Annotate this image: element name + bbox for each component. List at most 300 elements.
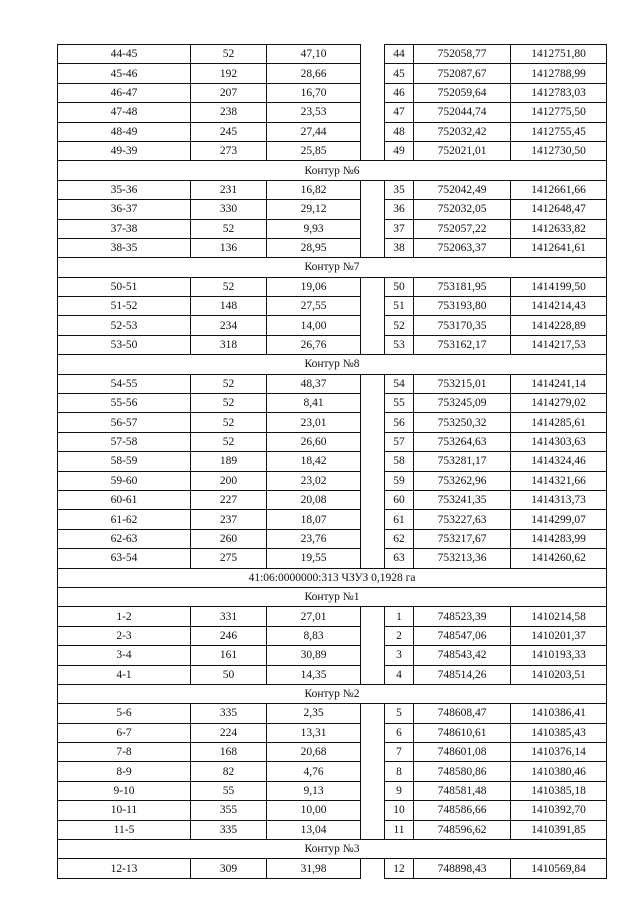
length-cell: 16,82 [267, 180, 361, 199]
segment-cell: 36-37 [58, 200, 191, 219]
x-coordinate-cell: 753162,17 [414, 335, 511, 354]
table-row [58, 626, 607, 645]
table-row [58, 801, 607, 820]
y-coordinate-cell: 1414285,61 [511, 413, 607, 432]
x-coordinate-cell: 753245,09 [414, 394, 511, 413]
angle-cell: 260 [191, 529, 267, 548]
contour-header-row [58, 840, 607, 859]
y-coordinate-cell: 1412788,99 [511, 64, 607, 83]
angle-cell: 52 [191, 219, 267, 238]
column-gap [361, 723, 385, 742]
length-cell: 23,01 [267, 413, 361, 432]
angle-cell: 231 [191, 180, 267, 199]
length-cell: 23,76 [267, 529, 361, 548]
column-gap [361, 801, 385, 820]
x-coordinate-cell: 753217,67 [414, 529, 511, 548]
table-row [58, 238, 607, 257]
angle-cell: 136 [191, 238, 267, 257]
table-body [58, 45, 607, 879]
point-number-cell: 51 [385, 297, 414, 316]
x-coordinate-cell: 752042,49 [414, 180, 511, 199]
point-number-cell: 12 [385, 859, 414, 878]
segment-cell: 53-50 [58, 335, 191, 354]
table-row [58, 200, 607, 219]
x-coordinate-cell: 753281,17 [414, 452, 511, 471]
x-coordinate-cell: 748586,66 [414, 801, 511, 820]
angle-cell: 52 [191, 413, 267, 432]
angle-cell: 52 [191, 432, 267, 451]
angle-cell: 148 [191, 297, 267, 316]
length-cell: 23,53 [267, 103, 361, 122]
x-coordinate-cell: 748523,39 [414, 607, 511, 626]
point-number-cell: 57 [385, 432, 414, 451]
angle-cell: 355 [191, 801, 267, 820]
angle-cell: 309 [191, 859, 267, 878]
column-gap [361, 665, 385, 684]
length-cell: 28,66 [267, 64, 361, 83]
column-gap [361, 490, 385, 509]
point-number-cell: 49 [385, 141, 414, 160]
y-coordinate-cell: 1410214,58 [511, 607, 607, 626]
angle-cell: 189 [191, 452, 267, 471]
column-gap [361, 529, 385, 548]
y-coordinate-cell: 1410385,18 [511, 781, 607, 800]
length-cell: 27,44 [267, 122, 361, 141]
x-coordinate-cell: 752057,22 [414, 219, 511, 238]
x-coordinate-cell: 748581,48 [414, 781, 511, 800]
column-gap [361, 180, 385, 199]
table-row [58, 743, 607, 762]
segment-cell: 35-36 [58, 180, 191, 199]
column-gap [361, 704, 385, 723]
table-row [58, 723, 607, 742]
table-row [58, 180, 607, 199]
table-row [58, 103, 607, 122]
column-gap [361, 83, 385, 102]
segment-cell: 47-48 [58, 103, 191, 122]
contour-header-row [58, 161, 607, 180]
point-number-cell: 9 [385, 781, 414, 800]
column-gap [361, 374, 385, 393]
length-cell: 27,01 [267, 607, 361, 626]
x-coordinate-cell: 748898,43 [414, 859, 511, 878]
table-row [58, 316, 607, 335]
y-coordinate-cell: 1410569,84 [511, 859, 607, 878]
x-coordinate-cell: 753181,95 [414, 277, 511, 296]
angle-cell: 237 [191, 510, 267, 529]
x-coordinate-cell: 753241,35 [414, 490, 511, 509]
segment-cell: 5-6 [58, 704, 191, 723]
column-gap [361, 335, 385, 354]
x-coordinate-cell: 753213,36 [414, 549, 511, 568]
contour-title: Контур №3 [58, 840, 607, 859]
angle-cell: 275 [191, 549, 267, 568]
table-row [58, 141, 607, 160]
y-coordinate-cell: 1410376,14 [511, 743, 607, 762]
y-coordinate-cell: 1412783,03 [511, 83, 607, 102]
point-number-cell: 55 [385, 394, 414, 413]
column-gap [361, 297, 385, 316]
segment-cell: 2-3 [58, 626, 191, 645]
length-cell: 27,55 [267, 297, 361, 316]
segment-cell: 59-60 [58, 471, 191, 490]
segment-cell: 54-55 [58, 374, 191, 393]
y-coordinate-cell: 1412751,80 [511, 45, 607, 64]
table-row [58, 45, 607, 64]
y-coordinate-cell: 1414321,66 [511, 471, 607, 490]
x-coordinate-cell: 748601,08 [414, 743, 511, 762]
segment-cell: 58-59 [58, 452, 191, 471]
segment-cell: 3-4 [58, 646, 191, 665]
point-number-cell: 36 [385, 200, 414, 219]
x-coordinate-cell: 753215,01 [414, 374, 511, 393]
angle-cell: 227 [191, 490, 267, 509]
column-gap [361, 859, 385, 878]
y-coordinate-cell: 1410380,46 [511, 762, 607, 781]
y-coordinate-cell: 1414260,62 [511, 549, 607, 568]
x-coordinate-cell: 748580,86 [414, 762, 511, 781]
point-number-cell: 44 [385, 45, 414, 64]
length-cell: 9,93 [267, 219, 361, 238]
point-number-cell: 35 [385, 180, 414, 199]
contour-title: Контур №8 [58, 355, 607, 374]
angle-cell: 331 [191, 607, 267, 626]
segment-cell: 55-56 [58, 394, 191, 413]
length-cell: 48,37 [267, 374, 361, 393]
length-cell: 28,95 [267, 238, 361, 257]
column-gap [361, 141, 385, 160]
point-number-cell: 59 [385, 471, 414, 490]
column-gap [361, 413, 385, 432]
angle-cell: 161 [191, 646, 267, 665]
y-coordinate-cell: 1410193,33 [511, 646, 607, 665]
point-number-cell: 6 [385, 723, 414, 742]
segment-cell: 61-62 [58, 510, 191, 529]
column-gap [361, 452, 385, 471]
angle-cell: 273 [191, 141, 267, 160]
length-cell: 26,60 [267, 432, 361, 451]
column-gap [361, 743, 385, 762]
y-coordinate-cell: 1414313,73 [511, 490, 607, 509]
table-row [58, 646, 607, 665]
contour-header-row [58, 587, 607, 606]
column-gap [361, 45, 385, 64]
y-coordinate-cell: 1410203,51 [511, 665, 607, 684]
x-coordinate-cell: 752032,42 [414, 122, 511, 141]
x-coordinate-cell: 748596,62 [414, 820, 511, 839]
segment-cell: 4-1 [58, 665, 191, 684]
angle-cell: 318 [191, 335, 267, 354]
table-row [58, 297, 607, 316]
angle-cell: 238 [191, 103, 267, 122]
segment-cell: 57-58 [58, 432, 191, 451]
column-gap [361, 820, 385, 839]
x-coordinate-cell: 748514,26 [414, 665, 511, 684]
length-cell: 26,76 [267, 335, 361, 354]
segment-cell: 46-47 [58, 83, 191, 102]
x-coordinate-cell: 748610,61 [414, 723, 511, 742]
point-number-cell: 60 [385, 490, 414, 509]
table-row [58, 335, 607, 354]
length-cell: 19,06 [267, 277, 361, 296]
angle-cell: 234 [191, 316, 267, 335]
point-number-cell: 54 [385, 374, 414, 393]
angle-cell: 246 [191, 626, 267, 645]
table-row [58, 83, 607, 102]
segment-cell: 7-8 [58, 743, 191, 762]
angle-cell: 50 [191, 665, 267, 684]
y-coordinate-cell: 1414199,50 [511, 277, 607, 296]
point-number-cell: 58 [385, 452, 414, 471]
plot-header-row [58, 568, 607, 587]
angle-cell: 52 [191, 374, 267, 393]
x-coordinate-cell: 748543,42 [414, 646, 511, 665]
segment-cell: 6-7 [58, 723, 191, 742]
y-coordinate-cell: 1410391,85 [511, 820, 607, 839]
table-row [58, 471, 607, 490]
x-coordinate-cell: 753170,35 [414, 316, 511, 335]
table-row [58, 665, 607, 684]
length-cell: 30,89 [267, 646, 361, 665]
y-coordinate-cell: 1414228,89 [511, 316, 607, 335]
y-coordinate-cell: 1412641,61 [511, 238, 607, 257]
length-cell: 8,83 [267, 626, 361, 645]
segment-cell: 52-53 [58, 316, 191, 335]
segment-cell: 38-35 [58, 238, 191, 257]
segment-cell: 8-9 [58, 762, 191, 781]
point-number-cell: 50 [385, 277, 414, 296]
angle-cell: 224 [191, 723, 267, 742]
point-number-cell: 37 [385, 219, 414, 238]
segment-cell: 11-5 [58, 820, 191, 839]
segment-cell: 62-63 [58, 529, 191, 548]
x-coordinate-cell: 752021,01 [414, 141, 511, 160]
column-gap [361, 200, 385, 219]
y-coordinate-cell: 1414214,43 [511, 297, 607, 316]
column-gap [361, 549, 385, 568]
x-coordinate-cell: 752032,05 [414, 200, 511, 219]
segment-cell: 51-52 [58, 297, 191, 316]
angle-cell: 168 [191, 743, 267, 762]
length-cell: 4,76 [267, 762, 361, 781]
point-number-cell: 45 [385, 64, 414, 83]
y-coordinate-cell: 1414299,07 [511, 510, 607, 529]
y-coordinate-cell: 1414279,02 [511, 394, 607, 413]
point-number-cell: 61 [385, 510, 414, 529]
length-cell: 14,00 [267, 316, 361, 335]
column-gap [361, 626, 385, 645]
length-cell: 25,85 [267, 141, 361, 160]
x-coordinate-cell: 753227,63 [414, 510, 511, 529]
x-coordinate-cell: 752063,37 [414, 238, 511, 257]
column-gap [361, 471, 385, 490]
length-cell: 13,04 [267, 820, 361, 839]
contour-header-row [58, 684, 607, 703]
segment-cell: 9-10 [58, 781, 191, 800]
y-coordinate-cell: 1414241,14 [511, 374, 607, 393]
point-number-cell: 7 [385, 743, 414, 762]
column-gap [361, 394, 385, 413]
segment-cell: 50-51 [58, 277, 191, 296]
x-coordinate-cell: 752058,77 [414, 45, 511, 64]
x-coordinate-cell: 752044,74 [414, 103, 511, 122]
point-number-cell: 11 [385, 820, 414, 839]
point-number-cell: 10 [385, 801, 414, 820]
point-number-cell: 48 [385, 122, 414, 141]
y-coordinate-cell: 1414303,63 [511, 432, 607, 451]
y-coordinate-cell: 1412661,66 [511, 180, 607, 199]
length-cell: 47,10 [267, 45, 361, 64]
y-coordinate-cell: 1414217,53 [511, 335, 607, 354]
angle-cell: 335 [191, 820, 267, 839]
table-row [58, 432, 607, 451]
table-row [58, 413, 607, 432]
contour-title: Контур №7 [58, 258, 607, 277]
point-number-cell: 4 [385, 665, 414, 684]
angle-cell: 52 [191, 277, 267, 296]
angle-cell: 52 [191, 45, 267, 64]
point-number-cell: 1 [385, 607, 414, 626]
x-coordinate-cell: 752087,67 [414, 64, 511, 83]
coordinates-table [57, 44, 607, 879]
table-row [58, 452, 607, 471]
column-gap [361, 238, 385, 257]
y-coordinate-cell: 1412648,47 [511, 200, 607, 219]
segment-cell: 49-39 [58, 141, 191, 160]
column-gap [361, 510, 385, 529]
segment-cell: 56-57 [58, 413, 191, 432]
table-row [58, 490, 607, 509]
table-row [58, 704, 607, 723]
contour-header-row [58, 258, 607, 277]
y-coordinate-cell: 1410386,41 [511, 704, 607, 723]
point-number-cell: 8 [385, 762, 414, 781]
length-cell: 19,55 [267, 549, 361, 568]
column-gap [361, 277, 385, 296]
y-coordinate-cell: 1410392,70 [511, 801, 607, 820]
length-cell: 8,41 [267, 394, 361, 413]
table-row [58, 762, 607, 781]
length-cell: 16,70 [267, 83, 361, 102]
point-number-cell: 38 [385, 238, 414, 257]
table-row [58, 510, 607, 529]
column-gap [361, 432, 385, 451]
segment-cell: 37-38 [58, 219, 191, 238]
angle-cell: 330 [191, 200, 267, 219]
table-row [58, 607, 607, 626]
column-gap [361, 762, 385, 781]
table-row [58, 529, 607, 548]
length-cell: 13,31 [267, 723, 361, 742]
table-row [58, 64, 607, 83]
point-number-cell: 52 [385, 316, 414, 335]
plot-title: 41:06:0000000:313 ЧЗУЗ 0,1928 га [58, 568, 607, 587]
column-gap [361, 781, 385, 800]
column-gap [361, 219, 385, 238]
column-gap [361, 646, 385, 665]
y-coordinate-cell: 1414283,99 [511, 529, 607, 548]
contour-header-row [58, 355, 607, 374]
y-coordinate-cell: 1412730,50 [511, 141, 607, 160]
length-cell: 10,00 [267, 801, 361, 820]
length-cell: 31,98 [267, 859, 361, 878]
x-coordinate-cell: 752059,64 [414, 83, 511, 102]
table-row [58, 394, 607, 413]
x-coordinate-cell: 753250,32 [414, 413, 511, 432]
point-number-cell: 46 [385, 83, 414, 102]
column-gap [361, 316, 385, 335]
length-cell: 18,07 [267, 510, 361, 529]
table-row [58, 549, 607, 568]
length-cell: 20,68 [267, 743, 361, 762]
y-coordinate-cell: 1414324,46 [511, 452, 607, 471]
segment-cell: 45-46 [58, 64, 191, 83]
segment-cell: 1-2 [58, 607, 191, 626]
y-coordinate-cell: 1412755,45 [511, 122, 607, 141]
table-row [58, 277, 607, 296]
point-number-cell: 47 [385, 103, 414, 122]
table-row [58, 859, 607, 878]
contour-title: Контур №2 [58, 684, 607, 703]
x-coordinate-cell: 753264,63 [414, 432, 511, 451]
table-row [58, 781, 607, 800]
y-coordinate-cell: 1412633,82 [511, 219, 607, 238]
y-coordinate-cell: 1410385,43 [511, 723, 607, 742]
point-number-cell: 63 [385, 549, 414, 568]
length-cell: 20,08 [267, 490, 361, 509]
point-number-cell: 56 [385, 413, 414, 432]
segment-cell: 10-11 [58, 801, 191, 820]
angle-cell: 245 [191, 122, 267, 141]
point-number-cell: 53 [385, 335, 414, 354]
segment-cell: 48-49 [58, 122, 191, 141]
column-gap [361, 122, 385, 141]
angle-cell: 207 [191, 83, 267, 102]
angle-cell: 52 [191, 394, 267, 413]
column-gap [361, 607, 385, 626]
angle-cell: 335 [191, 704, 267, 723]
x-coordinate-cell: 753193,80 [414, 297, 511, 316]
point-number-cell: 2 [385, 626, 414, 645]
length-cell: 9,13 [267, 781, 361, 800]
segment-cell: 63-54 [58, 549, 191, 568]
length-cell: 14,35 [267, 665, 361, 684]
x-coordinate-cell: 748547,06 [414, 626, 511, 645]
angle-cell: 55 [191, 781, 267, 800]
segment-cell: 12-13 [58, 859, 191, 878]
y-coordinate-cell: 1412775,50 [511, 103, 607, 122]
y-coordinate-cell: 1410201,37 [511, 626, 607, 645]
contour-title: Контур №6 [58, 161, 607, 180]
length-cell: 2,35 [267, 704, 361, 723]
table-row [58, 122, 607, 141]
x-coordinate-cell: 748608,47 [414, 704, 511, 723]
point-number-cell: 5 [385, 704, 414, 723]
length-cell: 23,02 [267, 471, 361, 490]
point-number-cell: 3 [385, 646, 414, 665]
column-gap [361, 103, 385, 122]
table-row [58, 374, 607, 393]
segment-cell: 60-61 [58, 490, 191, 509]
contour-title: Контур №1 [58, 587, 607, 606]
angle-cell: 200 [191, 471, 267, 490]
length-cell: 29,12 [267, 200, 361, 219]
x-coordinate-cell: 753262,96 [414, 471, 511, 490]
column-gap [361, 64, 385, 83]
segment-cell: 44-45 [58, 45, 191, 64]
table-row [58, 820, 607, 839]
angle-cell: 192 [191, 64, 267, 83]
